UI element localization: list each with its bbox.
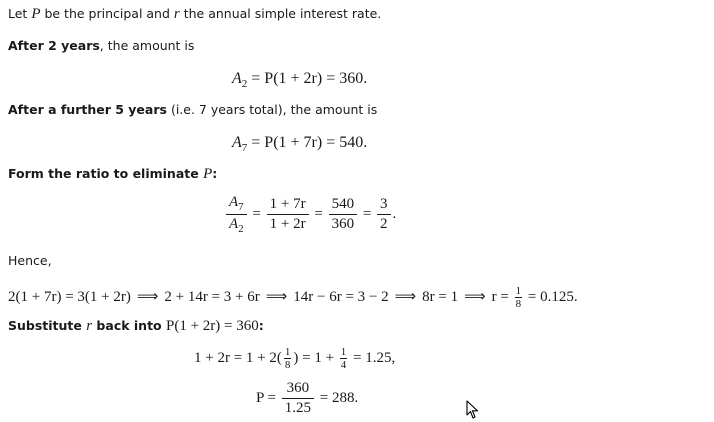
step1-text (8, 38, 194, 54)
eq1-A: A (232, 70, 242, 87)
equation-solve-r (8, 285, 578, 310)
fraction-360: 360 (331, 216, 355, 232)
eq5-b: ) = 1 + (293, 349, 338, 366)
eq4-part3: 14r − 6r = 3 − 2 (293, 288, 389, 305)
intro-text (8, 6, 381, 22)
fraction-one-eighth (515, 285, 523, 310)
hence-text: Hence, (8, 253, 52, 268)
eq5-c: = 1.25, (349, 349, 396, 366)
step3-bold: Form the ratio to eliminate (8, 166, 204, 181)
mouse-cursor-icon (466, 400, 480, 420)
intro-part-3: the annual simple interest rate. (179, 6, 382, 21)
implies-arrow-2: ⟹ (265, 286, 288, 305)
fraction-7r-2r (267, 196, 309, 233)
fraction-quarter (340, 346, 348, 371)
ratio-den-A: A (229, 216, 239, 232)
equation-a2 (232, 70, 367, 90)
eq5-f-den: 8 (284, 359, 291, 371)
eq4-part1: 2(1 + 7r) = 3(1 + 2r) (8, 288, 131, 305)
eq5-g-num: 1 (340, 346, 347, 358)
eq3-period: . (392, 205, 397, 222)
step4-colon: : (258, 318, 264, 333)
fraction-360-125 (282, 380, 314, 417)
eq6-num: 360 (282, 380, 314, 399)
step4-r: r (86, 318, 93, 334)
step3-P: P (203, 166, 213, 182)
equation-ratio: $\frac{A_7}{A_2}$ = $\frac{1 + 7r}{1 + 2r}$ = $\frac{540}{360}$ = $\frac{3}{2}$ . (224, 194, 396, 235)
fraction-eighth-2 (284, 346, 292, 371)
eq1-rhs: = P(1 + 2r) = 360. (247, 70, 368, 87)
intro-part-1: Let (8, 6, 32, 21)
step1-bold: After 2 years (8, 38, 100, 53)
eq2-A: A (232, 134, 242, 151)
step2-rest: (i.e. 7 years total), the amount is (166, 102, 378, 117)
eq2-rhs: = P(1 + 7r) = 540. (247, 134, 368, 151)
eq6-rhs: = 288. (316, 389, 359, 406)
step3-colon: : (212, 166, 218, 181)
step4-expr: P(1 + 2r) = 360 (166, 318, 259, 334)
rate-symbol: r (173, 6, 180, 22)
equation-principal (256, 380, 358, 417)
step2-bold: After a further 5 years (8, 102, 167, 117)
ratio-den-sub: 2 (238, 223, 244, 235)
fraction-2: 2 (380, 216, 388, 232)
eq5-a: 1 + 2r = 1 + 2( (194, 349, 282, 366)
principal-symbol: P (31, 6, 41, 22)
equation-compute-factor (194, 346, 395, 371)
fraction-540: 540 (329, 196, 358, 215)
step4-text (8, 318, 264, 334)
step4-bold2: back into (92, 318, 166, 333)
eq6-den: 1.25 (284, 400, 311, 416)
eq4-part4: 8r = 1 (422, 288, 459, 305)
eq6-lhs: P = (256, 389, 280, 406)
eighth-den: 8 (515, 298, 522, 310)
step1-rest: , the amount is (99, 38, 195, 53)
implies-arrow-3: ⟹ (394, 286, 417, 305)
fraction-7r-num: 1 + 7r (267, 196, 309, 215)
eq5-f-num: 1 (284, 346, 291, 358)
fraction-2r-den: 1 + 2r (269, 216, 306, 232)
intro-part-2: be the principal and (40, 6, 174, 21)
eq1-sub: 2 (241, 78, 248, 90)
eq4-r-equals: r = (491, 288, 513, 305)
step3-text (8, 166, 217, 182)
eq4-result: = 0.125. (524, 288, 578, 305)
equation-a7 (232, 134, 367, 154)
ratio-num-A: A (229, 194, 239, 210)
ratio-num-sub: 7 (238, 201, 244, 213)
step2-text (8, 102, 377, 118)
fraction-3-2 (377, 196, 391, 233)
implies-arrow-4: ⟹ (464, 286, 486, 305)
eq5-g-den: 4 (340, 359, 347, 371)
step4-bold1: Substitute (8, 318, 87, 333)
eq4-part2: 2 + 14r = 3 + 6r (164, 288, 260, 305)
eq2-sub: 7 (241, 142, 248, 154)
fraction-3: 3 (377, 196, 391, 215)
fraction-a7-a2 (226, 194, 247, 235)
implies-arrow-1: ⟹ (136, 286, 159, 305)
fraction-540-360 (329, 196, 358, 233)
eighth-num: 1 (515, 285, 522, 297)
